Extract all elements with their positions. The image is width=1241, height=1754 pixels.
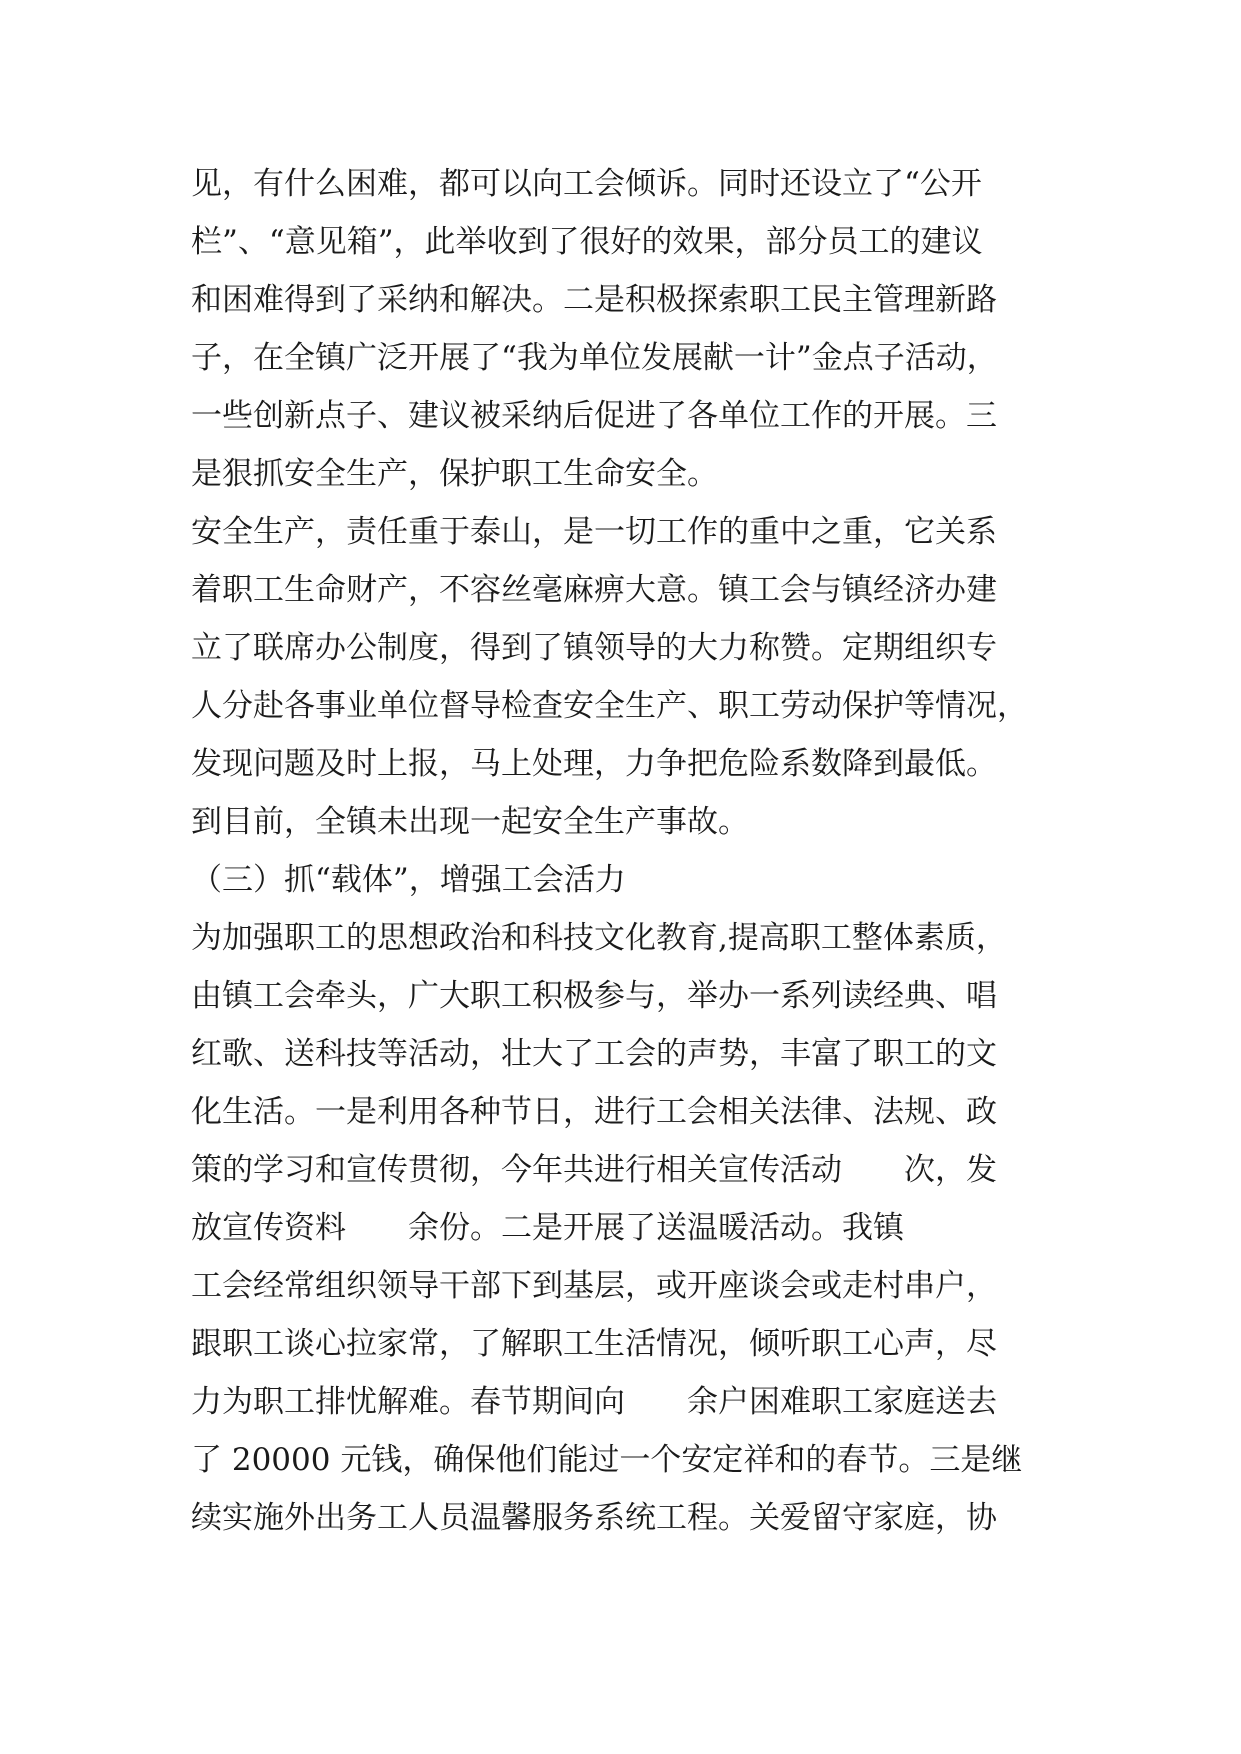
body-text-line: 策的学习和宣传贯彻，今年共进行相关宣传活动 次，发 xyxy=(191,1152,997,1188)
body-text-line: 到目前，全镇未出现一起安全生产事故。 xyxy=(191,804,749,840)
body-text-line: 栏”、“意见箱”，此举收到了很好的效果，部分员工的建议 xyxy=(191,224,983,260)
body-text-line: 着职工生命财产，不容丝毫麻痹大意。镇工会与镇经济办建 xyxy=(191,572,997,608)
body-text-line: 子，在全镇广泛开展了“我为单位发展献一计”金点子活动， xyxy=(191,340,998,376)
body-text-line: 人分赴各事业单位督导检查安全生产、职工劳动保护等情况， xyxy=(191,688,1028,724)
body-text-line: 由镇工会牵头，广大职工积极参与，举办一系列读经典、唱 xyxy=(191,978,997,1014)
body-text-line: 见，有什么困难，都可以向工会倾诉。同时还设立了“公开 xyxy=(191,166,982,202)
body-text-line: 是狠抓安全生产，保护职工生命安全。 xyxy=(191,456,718,492)
body-text-line: 放宣传资料 余份。二是开展了送温暖活动。我镇 xyxy=(191,1210,904,1246)
body-text-line: 了 20000 元钱，确保他们能过一个安定祥和的春节。三是继 xyxy=(191,1442,1023,1478)
body-text-line: 红歌、送科技等活动，壮大了工会的声势，丰富了职工的文 xyxy=(191,1036,997,1072)
body-text-line: 化生活。一是利用各种节日，进行工会相关法律、法规、政 xyxy=(191,1094,997,1130)
body-text-line: 和困难得到了采纳和解决。二是积极探索职工民主管理新路 xyxy=(191,282,997,318)
body-text-line: 跟职工谈心拉家常，了解职工生活情况，倾听职工心声，尽 xyxy=(191,1326,997,1362)
body-text-line: 工会经常组织领导干部下到基层，或开座谈会或走村串户， xyxy=(191,1268,997,1304)
body-text-line: 安全生产，责任重于泰山，是一切工作的重中之重，它关系 xyxy=(191,514,997,550)
body-text-line: 力为职工排忧解难。春节期间向 余户困难职工家庭送去 xyxy=(191,1384,997,1420)
body-text-line: 为加强职工的思想政治和科技文化教育,提高职工整体素质， xyxy=(191,920,1007,956)
body-text-line: 续实施外出务工人员温馨服务系统工程。关爱留守家庭，协 xyxy=(191,1500,997,1536)
body-text-line: 立了联席办公制度，得到了镇领导的大力称赞。定期组织专 xyxy=(191,630,997,666)
body-text-line: 发现问题及时上报，马上处理，力争把危险系数降到最低。 xyxy=(191,746,997,782)
body-text-line: 一些创新点子、建议被采纳后促进了各单位工作的开展。三 xyxy=(191,398,997,434)
section-heading: （三）抓“载体”，增强工会活力 xyxy=(191,862,626,898)
